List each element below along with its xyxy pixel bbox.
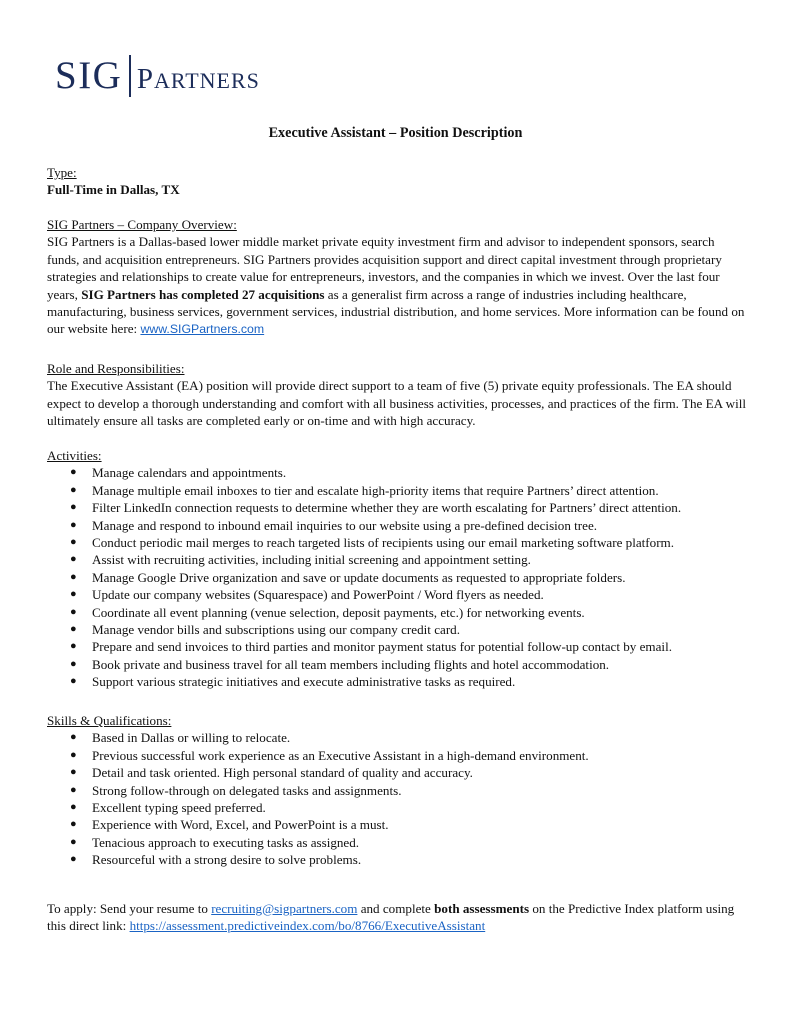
bullet-icon: ●: [70, 553, 77, 566]
list-item-text: Filter LinkedIn connection requests to determine whether they are worth escalating for Partners’ direct attention.: [92, 500, 682, 516]
list-item: [47, 656, 747, 673]
list-item-text: Manage vendor bills and subscriptions using our company credit card.: [92, 622, 460, 638]
list-item: [47, 499, 747, 516]
role-section: [47, 360, 747, 430]
bullet-icon: ●: [70, 675, 77, 688]
activities-heading: Activities:: [47, 448, 102, 463]
sig-partners-logo: [55, 53, 260, 99]
bullet-icon: ●: [70, 536, 77, 549]
list-item: [47, 799, 747, 816]
list-item-text: Assist with recruiting activities, including initial screening and appointment setting.: [92, 552, 531, 568]
bullet-icon: ●: [70, 570, 77, 583]
apply-section: [47, 900, 747, 935]
document-title: Executive Assistant – Position Description: [268, 125, 523, 141]
skills-list: [47, 729, 747, 868]
role-text: The Executive Assistant (EA) position will provide direct support to a team of five (5) private equity professionals. The EA should expect to develop a thorough understanding and comfort with all business activities, processes, and practices of the firm. The EA will ultimately ensure all tasks are completed early or on-time and with high accuracy.: [47, 378, 746, 429]
type-section: [47, 164, 747, 199]
bullet-icon: ●: [70, 801, 77, 814]
list-item: [47, 534, 747, 551]
role-heading: Role and Responsibilities:: [47, 361, 185, 376]
list-item: [47, 782, 747, 799]
type-value: Full-Time in Dallas, TX: [47, 182, 180, 198]
list-item: [47, 673, 747, 690]
bullet-icon: ●: [70, 588, 77, 601]
list-item-text: Prepare and send invoices to third parties and monitor payment status for potential follow-up contact by email.: [92, 639, 672, 655]
activities-list: [47, 464, 747, 690]
website-link[interactable]: www.SIGPartners.com: [140, 322, 265, 337]
bullet-icon: ●: [70, 818, 77, 831]
list-item-text: Resourceful with a strong desire to solve problems.: [92, 852, 362, 868]
list-item-text: Tenacious approach to executing tasks as assigned.: [92, 834, 360, 850]
activities-section: [47, 447, 747, 691]
list-item: [47, 764, 747, 781]
list-item: [47, 851, 747, 868]
list-item-text: Manage Google Drive organization and save or update documents as requested to appropriate folders.: [92, 569, 626, 585]
bullet-icon: ●: [70, 657, 77, 670]
logo-divider: [129, 55, 131, 97]
list-item: [47, 604, 747, 621]
type-heading: Type:: [47, 165, 77, 180]
list-item-text: Experience with Word, Excel, and PowerPoint is a must.: [92, 817, 389, 833]
bullet-icon: ●: [70, 748, 77, 761]
list-item-text: Manage multiple email inboxes to tier and escalate high-priority items that require Partners’ direct attention.: [92, 482, 659, 498]
list-item-text: Manage and respond to inbound email inquiries to our website using a pre-defined decision tree.: [92, 517, 598, 533]
list-item-text: Excellent typing speed preferred.: [92, 800, 266, 816]
list-item-text: Update our company websites (Squarespace) and PowerPoint / Word flyers as needed.: [92, 587, 544, 603]
list-item: [47, 551, 747, 568]
bullet-icon: ●: [70, 835, 77, 848]
skills-section: [47, 712, 747, 869]
bullet-icon: ●: [70, 466, 77, 479]
company-overview-text: SIG Partners is a Dallas-based lower middle market private equity investment firm and advisor to independent sponsors, search funds, and acquisition entrepreneurs. SIG Partners provides acquisition support and direct capital investment through proprietary strategies and relationships to create value for entrepreneurs, investors, and the companies in which we invest. Over the last four years, SIG Partners has completed 27 acquisitions as a generalist firm across a range of industries including healthcare, manufacturing, business services, government services, industrial distribution, and home services. More information can be found on our website here: www.SIGPartners.com: [47, 234, 745, 337]
bullet-icon: ●: [70, 501, 77, 514]
list-item: [47, 816, 747, 833]
list-item: [47, 729, 747, 746]
list-item-text: Coordinate all event planning (venue selection, deposit payments, etc.) for networking events.: [92, 604, 585, 620]
bullet-icon: ●: [70, 605, 77, 618]
list-item: [47, 569, 747, 586]
list-item: [47, 586, 747, 603]
list-item: [47, 638, 747, 655]
list-item-text: Based in Dallas or willing to relocate.: [92, 730, 291, 746]
list-item: [47, 464, 747, 481]
list-item: [47, 747, 747, 764]
bullet-icon: ●: [70, 766, 77, 779]
list-item: [47, 482, 747, 499]
logo-sig: SIG: [55, 54, 123, 97]
bullet-icon: ●: [70, 518, 77, 531]
bullet-icon: ●: [70, 853, 77, 866]
bullet-icon: ●: [70, 640, 77, 653]
skills-heading: Skills & Qualifications:: [47, 713, 172, 728]
list-item-text: Strong follow-through on delegated tasks and assignments.: [92, 782, 402, 798]
logo-partners: PARTNERS: [136, 62, 260, 95]
list-item-text: Book private and business travel for all team members including flights and hotel accommodation.: [92, 656, 610, 672]
list-item: [47, 517, 747, 534]
recruiting-email-link[interactable]: recruiting@sigpartners.com: [211, 901, 358, 916]
apply-text: To apply: Send your resume to recruiting@sigpartners.com and complete both assessments on the Predictive Index platform using this direct link: https://assessment.predictiveindex.com/bo/8766/ExecutiveAssistant: [47, 901, 735, 934]
list-item-text: Previous successful work experience as an Executive Assistant in a high-demand environment.: [92, 747, 589, 763]
list-item-text: Conduct periodic mail merges to reach targeted lists of recipients using our email marketing software platform.: [92, 535, 675, 551]
company-overview-heading: SIG Partners – Company Overview:: [47, 217, 237, 232]
assessment-link[interactable]: https://assessment.predictiveindex.com/bo/8766/ExecutiveAssistant: [129, 918, 486, 934]
list-item-text: Support various strategic initiatives and execute administrative tasks as required.: [92, 674, 516, 690]
list-item: [47, 834, 747, 851]
list-item-text: Detail and task oriented. High personal standard of quality and accuracy.: [92, 765, 473, 781]
bullet-icon: ●: [70, 483, 77, 496]
bullet-icon: ●: [70, 731, 77, 744]
bullet-icon: ●: [70, 623, 77, 636]
list-item-text: Manage calendars and appointments.: [92, 465, 287, 481]
bullet-icon: ●: [70, 783, 77, 796]
list-item: [47, 621, 747, 638]
company-overview-section: [47, 216, 747, 339]
